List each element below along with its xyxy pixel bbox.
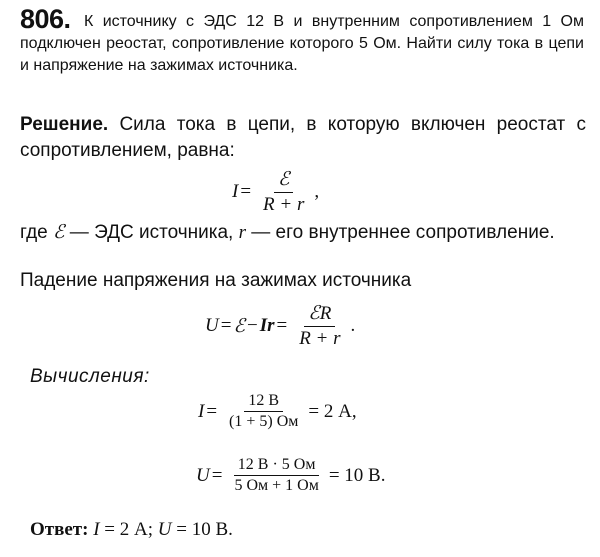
calc-current-eq: = <box>206 400 218 422</box>
solution-label: Решение. <box>20 114 109 135</box>
answer-u-value: = 10 В. <box>171 519 233 540</box>
formula-current <box>232 168 319 216</box>
calc-voltage-fraction <box>230 456 322 495</box>
calc-current-result: = 2 А, <box>308 400 357 422</box>
calc-current-fraction <box>225 392 302 431</box>
formula-voltage-tail: . <box>350 315 356 336</box>
formula-voltage <box>205 302 355 350</box>
calculations-heading: Вычисления: <box>30 366 150 387</box>
answer-u-symbol: U <box>157 519 172 540</box>
voltage-intro: Падение напряжения на зажимах источника <box>20 270 412 291</box>
where-text-emf: ℰ <box>53 222 65 243</box>
calc-voltage-result: = 10 В. <box>328 464 386 486</box>
formula-voltage-fraction <box>295 302 344 350</box>
answer-i-symbol: I <box>93 519 100 540</box>
formula-current-lhs: I <box>232 181 239 202</box>
where-text-part1: где <box>20 222 54 243</box>
calc-voltage <box>196 456 385 495</box>
problem-text: К источнику с ЭДС 12 В и внутренним сопротивлением 1 Ом подключен реостат, сопротивление которого 5 Ом. Найти силу тока в цепи и напряжение на зажимах источника. <box>20 13 584 74</box>
formula-voltage-lhs: U <box>205 315 219 336</box>
formula-voltage-minus: − <box>246 315 258 336</box>
calc-current-denominator: (1 + 5) Ом <box>229 413 299 430</box>
formula-voltage-eq2: = <box>276 315 288 336</box>
formula-current-eq: = <box>240 181 252 202</box>
where-text-r: r <box>238 222 246 243</box>
answer-line <box>30 519 233 541</box>
calc-voltage-numerator: 12 В · 5 Ом <box>234 456 320 476</box>
formula-current-tail: , <box>314 181 320 202</box>
calc-current-numerator: 12 В <box>244 392 283 412</box>
solution-intro <box>20 112 586 164</box>
where-text-part2: — ЭДС источника, <box>64 222 239 243</box>
formula-voltage-emf: ℰ <box>233 315 245 337</box>
problem-number: 806. <box>20 4 71 34</box>
answer-i-value: = 2 А; <box>99 519 158 540</box>
formula-current-fraction <box>259 168 308 216</box>
calc-current <box>198 392 357 431</box>
calc-voltage-denominator: 5 Ом + 1 Ом <box>234 477 319 494</box>
calc-current-lhs: I <box>198 400 205 422</box>
problem-statement <box>20 4 584 77</box>
answer-label: Ответ: <box>30 519 89 540</box>
formula-voltage-numerator: ℰR <box>304 302 335 327</box>
calc-voltage-lhs: U <box>196 464 210 486</box>
where-text-part3: — его внутреннее сопротивление. <box>246 222 555 243</box>
formula-voltage-ir: Ir <box>259 315 275 336</box>
formula-current-numerator: ℰ <box>274 168 294 193</box>
where-text <box>20 220 586 246</box>
formula-voltage-eq1: = <box>220 315 232 336</box>
formula-voltage-denominator: R + r <box>299 328 341 349</box>
formula-current-denominator: R + r <box>263 194 305 215</box>
solution-intro-text: Сила тока в цепи, в которую включен реостат с сопротивлением, равна: <box>20 114 586 161</box>
calc-voltage-eq: = <box>211 464 223 486</box>
